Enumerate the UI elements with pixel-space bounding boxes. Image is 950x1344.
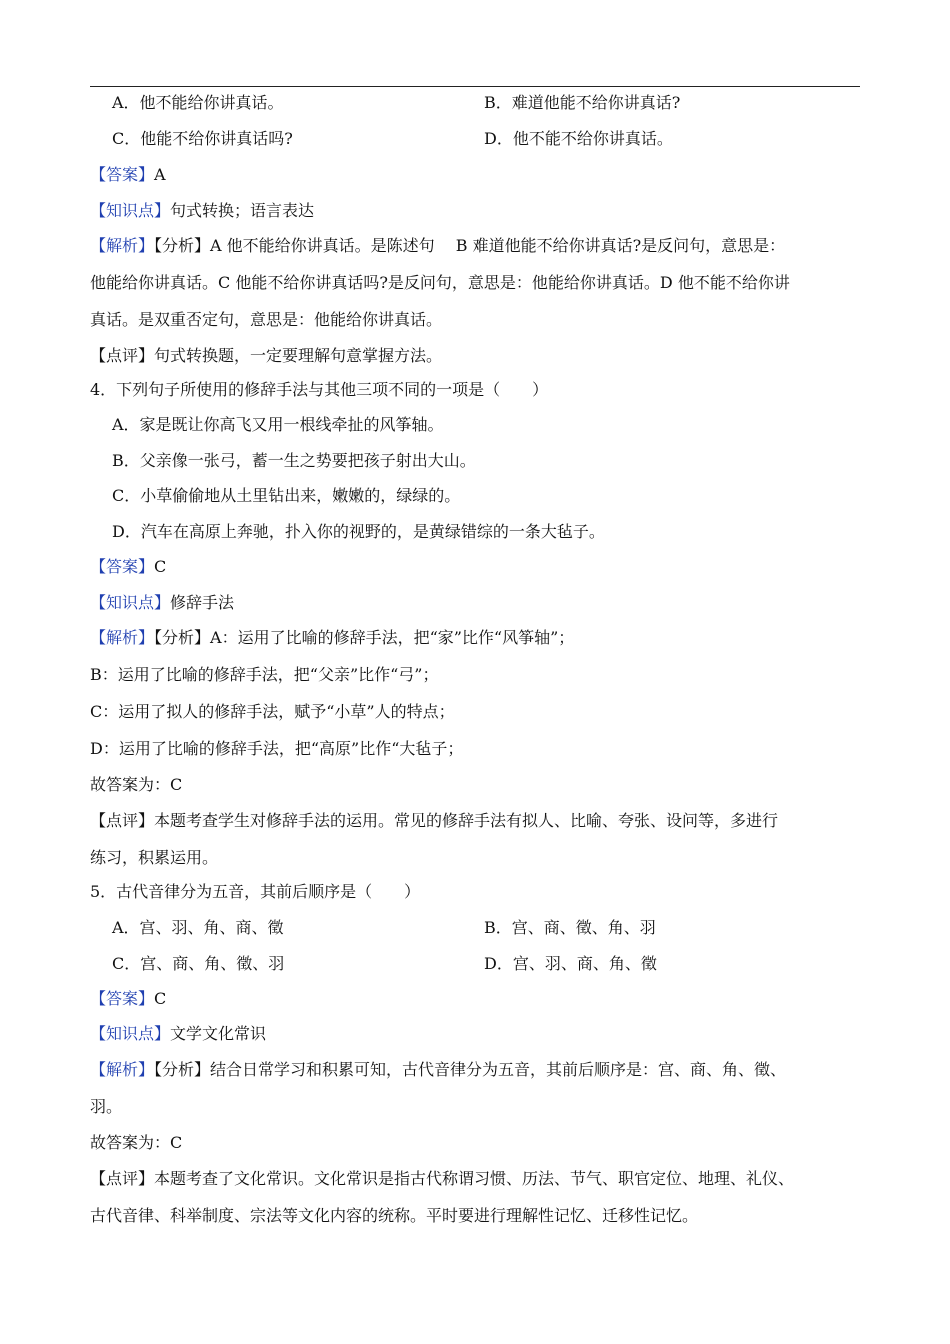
q5-conclusion: 故答案为：C	[90, 1133, 183, 1152]
analysis-tag: 【解析】	[90, 628, 155, 647]
q3-option-d: D．他不能不给你讲真话。	[484, 129, 673, 148]
q5-comment-line-2: 古代音律、科举制度、宗法等文化内容的统称。平时要进行理解性记忆、迁移性记忆。	[90, 1206, 699, 1225]
q5-analysis-line-1	[90, 1060, 860, 1080]
q4-option-d: D．汽车在高原上奔驰，扑入你的视野的，是黄绿错综的一条大毡子。	[112, 522, 605, 541]
analysis-text: 【分析】结合日常学习和积累可知，古代音律分为五音，其前后顺序是：宫、商、角、徵、	[154, 1060, 787, 1079]
q4-stem: 4．下列句子所使用的修辞手法与其他三项不同的一项是（ ）	[90, 380, 549, 399]
answer-tag: 【答案】	[90, 989, 155, 1008]
answer-value: C	[154, 557, 167, 576]
q5-option-c: C．宫、商、角、徵、羽	[112, 954, 285, 973]
q4-comment-line-1: 【点评】本题考查学生对修辞手法的运用。常见的修辞手法有拟人、比喻、夸张、设问等，多进行	[90, 811, 779, 830]
q5-option-a: A．宫、羽、角、商、徵	[112, 918, 284, 937]
analysis-text: 【分析】A 他不能给你讲真话。是陈述句 B 难道他能不给你讲真话?是反问句，意思是：	[154, 236, 786, 255]
q3-answer	[90, 165, 860, 185]
q4-option-a: A．家是既让你高飞又用一根线牵扯的风筝轴。	[112, 415, 444, 434]
q5-analysis-line-2: 羽。	[90, 1097, 123, 1116]
q3-comment: 【点评】句式转换题，一定要理解句意掌握方法。	[90, 346, 443, 365]
analysis-text: 【分析】A：运用了比喻的修辞手法，把“家”比作“风筝轴”；	[154, 628, 575, 647]
answer-value: A	[154, 165, 166, 184]
q5-answer	[90, 989, 860, 1009]
q5-comment-line-1: 【点评】本题考查了文化常识。文化常识是指古代称谓习惯、历法、节气、职官定位、地理、礼仪、	[90, 1169, 795, 1188]
answer-tag: 【答案】	[90, 165, 155, 184]
knowledge-tag: 【知识点】	[90, 593, 171, 612]
q3-knowledge	[90, 201, 860, 221]
answer-tag: 【答案】	[90, 557, 155, 576]
q4-option-c: C．小草偷偷地从土里钻出来，嫩嫩的，绿绿的。	[112, 486, 461, 505]
analysis-tag: 【解析】	[90, 1060, 155, 1079]
q4-conclusion: 故答案为：C	[90, 775, 183, 794]
q4-comment-line-2: 练习，积累运用。	[90, 848, 219, 867]
q4-analysis-line-3: C：运用了拟人的修辞手法，赋予“小草”人的特点；	[90, 702, 455, 721]
q3-analysis-line-1	[90, 236, 860, 256]
q3-option-b: B．难道他能不给你讲真话?	[484, 93, 681, 112]
q4-knowledge	[90, 593, 860, 613]
knowledge-tag: 【知识点】	[90, 201, 171, 220]
q5-option-d: D．宫、羽、商、角、徵	[484, 954, 657, 973]
knowledge-tag: 【知识点】	[90, 1024, 171, 1043]
q5-option-b: B．宫、商、徵、角、羽	[484, 918, 656, 937]
q3-analysis-line-3: 真话。是双重否定句，意思是：他能给你讲真话。	[90, 310, 443, 329]
q4-answer	[90, 557, 860, 577]
q3-option-c: C．他能不给你讲真话吗?	[112, 129, 293, 148]
knowledge-value: 修辞手法	[170, 593, 235, 612]
q5-knowledge	[90, 1024, 860, 1044]
q4-analysis-line-1	[90, 628, 860, 648]
q4-analysis-line-2: B：运用了比喻的修辞手法，把“父亲”比作“弓”；	[90, 665, 439, 684]
q4-analysis-line-4: D：运用了比喻的修辞手法，把“高原”比作“大毡子；	[90, 739, 464, 758]
q4-option-b: B．父亲像一张弓，蓄一生之势要把孩子射出大山。	[112, 451, 476, 470]
header-rule	[90, 86, 860, 87]
q3-analysis-line-2: 他能给你讲真话。C 他能不给你讲真话吗?是反问句，意思是：他能给你讲真话。D 他不能不给你讲	[90, 273, 790, 292]
answer-value: C	[154, 989, 167, 1008]
analysis-tag: 【解析】	[90, 236, 155, 255]
q5-stem: 5．古代音律分为五音，其前后顺序是（ ）	[90, 882, 421, 901]
q3-option-a: A．他不能给你讲真话。	[112, 93, 284, 112]
knowledge-value: 文学文化常识	[170, 1024, 267, 1043]
knowledge-value: 句式转换；语言表达	[170, 201, 315, 220]
